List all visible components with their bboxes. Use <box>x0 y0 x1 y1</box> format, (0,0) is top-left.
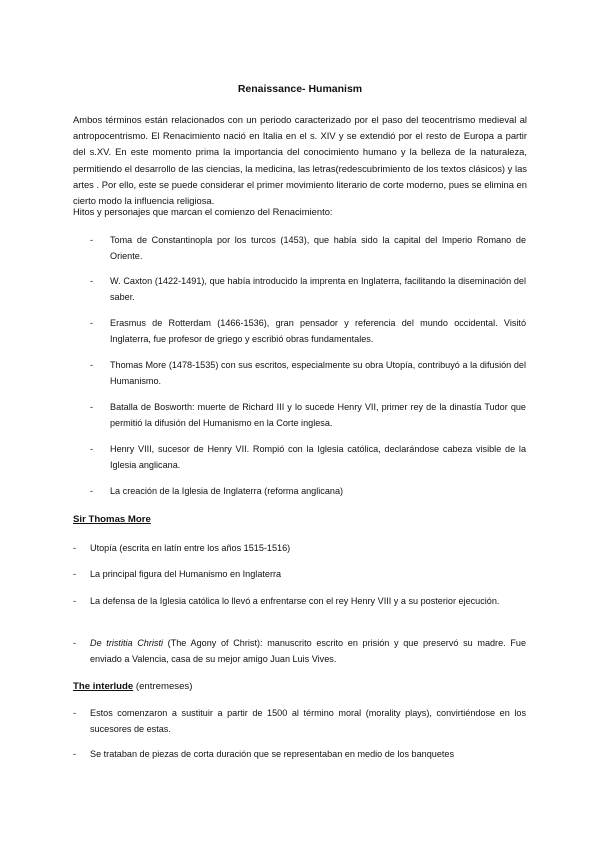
intro-paragraph: Ambos términos están relacionados con un periodo caracterizado por el paso del teocentrismo medieval al antropocentrismo. El Renacimiento nació en Italia en el s. XIV y se extendió por el resto de Europa a partir del s.XV. En este momento prima la importancia del conocimiento humano y la belleza de la naturaleza, permitiendo el desarrollo de las ciencias, la medicina, las letras(redescubrimiento de los textos clásicos) y las artes . Por ello, este se puede considerar el primer movimiento literario de corte moderno, pues se elimina en cierto modo la influencia religiosa. <box>73 114 527 207</box>
intro-milestones-line: Hitos y personajes que marcan el comienzo del Renacimiento: <box>73 206 333 217</box>
list-item: - Estos comenzaron a sustituir a partir de 1500 al término moral (morality plays), convirtiéndose en los sucesores de estas. <box>73 708 526 734</box>
list-item: - La creación de la Iglesia de Inglaterra (reforma anglicana) <box>90 486 344 496</box>
list-item: - Utopía (escrita en latín entre los años 1515-1516) <box>73 543 291 553</box>
section-heading-interlude: The interlude (entremeses) <box>73 681 193 692</box>
list-item: - Henry VIII, sucesor de Henry VII. Rompió con la Iglesia católica, declarándose cabeza visible de la Iglesia anglicana. <box>90 444 526 470</box>
list-item: - La principal figura del Humanismo en Inglaterra <box>73 569 282 579</box>
list-item: - Erasmus de Rotterdam (1466-1536), gran pensador y referencia del mundo occidental. Visitó Inglaterra, fue profesor de griego y escribió obras fundamentales. <box>90 318 526 344</box>
list-item: - De tristitia Christi (The Agony of Christ): manuscrito escrito en prisión y que preservó su madre. Fue enviado a Valencia, casa de su mejor amigo Juan Luis Vives. <box>73 638 527 664</box>
page-title: Renaissance- Humanism <box>237 83 363 95</box>
list-item: - Batalla de Bosworth: muerte de Richard III y lo sucede Henry VII, primer rey de la dinastía Tudor que permitió la difusión del Humanismo en la Corte inglesa. <box>90 402 526 428</box>
list-item: - Se trataban de piezas de corta duración que se representaban en medio de los banquetes <box>73 749 455 759</box>
list-item: - W. Caxton (1422-1491), que había introducido la imprenta en Inglaterra, facilitando la diseminación del saber. <box>90 276 526 302</box>
list-item: - Toma de Constantinopla por los turcos (1453), que había sido la capital del Imperio Romano de Oriente. <box>90 235 526 261</box>
section-heading-more: Sir Thomas More <box>73 514 151 525</box>
list-item: - La defensa de la Iglesia católica lo llevó a enfrentarse con el rey Henry VIII y a su posterior ejecución. <box>73 596 500 606</box>
list-item: - Thomas More (1478-1535) con sus escritos, especialmente su obra Utopía, contribuyó a la difusión del Humanismo. <box>90 360 526 386</box>
